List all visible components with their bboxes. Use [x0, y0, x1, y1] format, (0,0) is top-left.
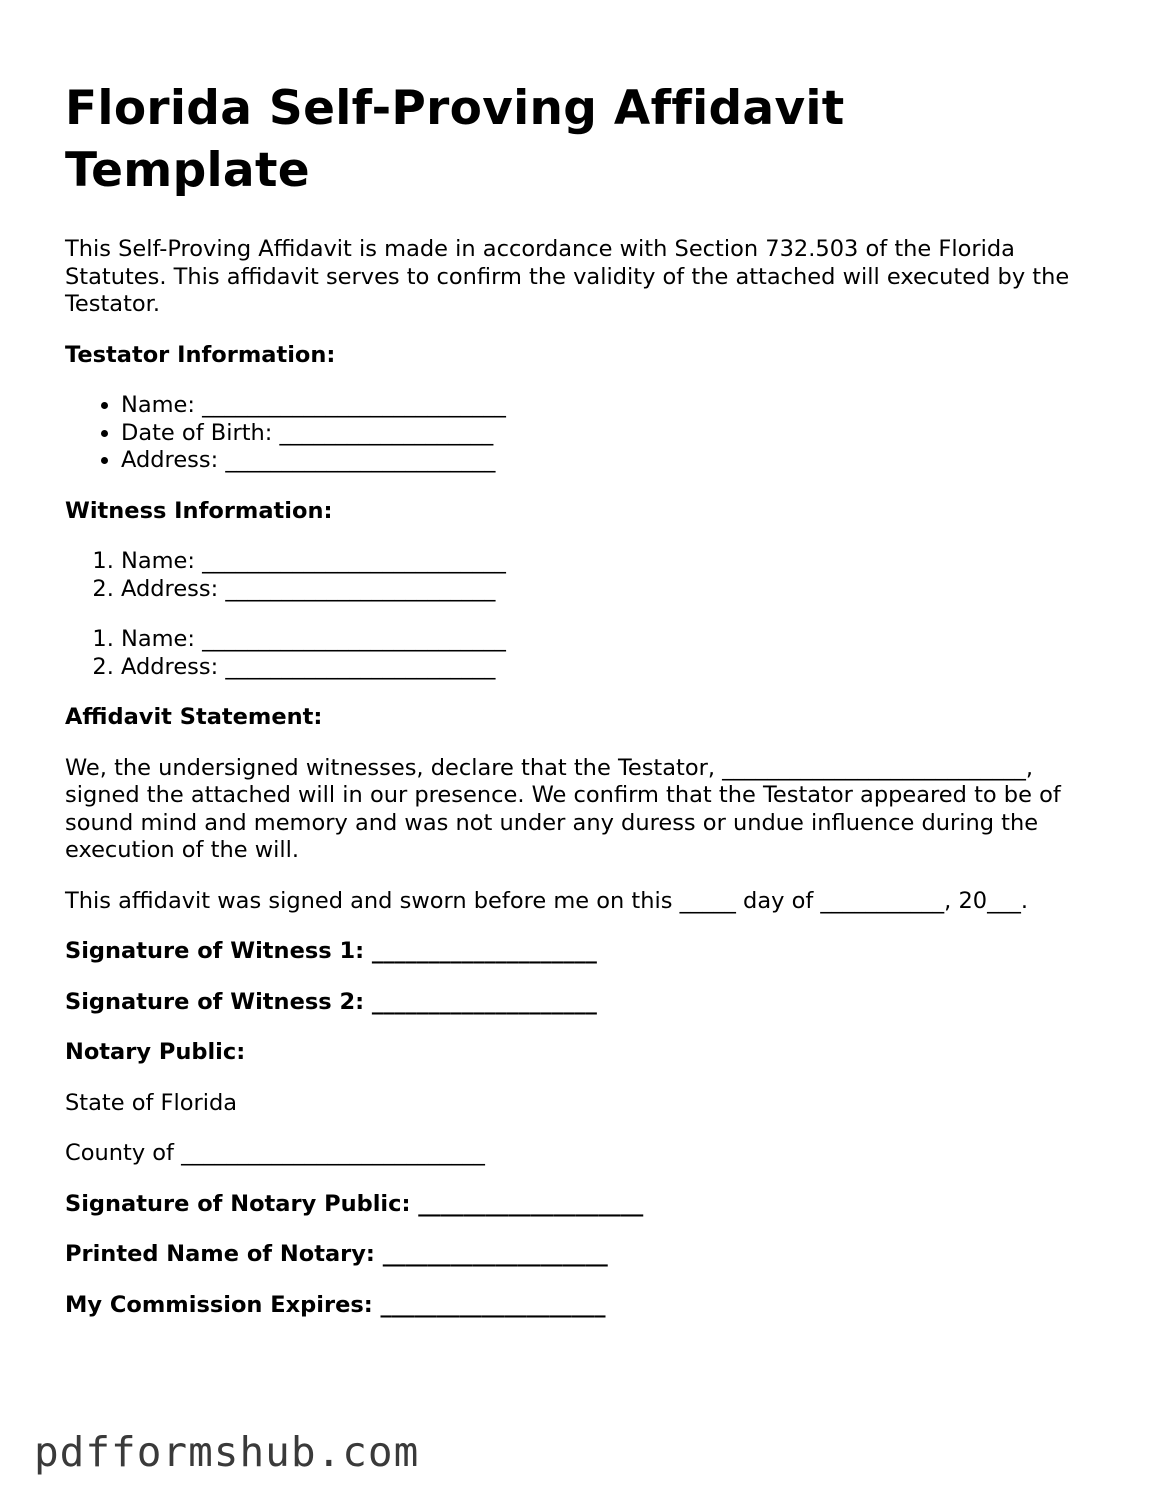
notary-heading: Notary Public:: [65, 1039, 246, 1065]
sworn-line: This affidavit was signed and sworn before me on this _____ day of ___________, 20___.: [65, 887, 1029, 914]
witness-2-signature: Signature of Witness 2: ____________________: [65, 988, 597, 1015]
watermark-logo: pdfformshub.com: [34, 1428, 420, 1476]
intro-paragraph: This Self-Proving Affidavit is made in accordance with Section 732.503 of the Florida Statutes. This affidavit serves to confirm the validity of the attached will executed by the Testator.: [65, 236, 1070, 317]
notary-state: State of Florida: [65, 1089, 238, 1116]
witness-2-name-field: 1. Name: ___________________________: [121, 626, 1105, 654]
witness-1-signature: Signature of Witness 1: ____________________: [65, 938, 597, 964]
testator-heading: Testator Information:: [65, 341, 336, 368]
testator-dob-field: • Date of Birth: ___________________: [121, 420, 1105, 448]
document-page: [65, 78, 1105, 1342]
witness-2-list: [65, 626, 1105, 681]
statement-heading: Affidavit Statement:: [65, 704, 323, 730]
witness-1-name-field: 1. Name: ___________________________: [121, 548, 1105, 576]
notary-printed-name: Printed Name of Notary: ____________________: [65, 1241, 608, 1267]
witness-2-address-field: 2. Address: ________________________: [121, 654, 1105, 682]
witness-heading: Witness Information:: [65, 497, 333, 524]
notary-signature: Signature of Notary Public: ____________________: [65, 1190, 644, 1217]
witness-1-address-field: 2. Address: ________________________: [121, 576, 1105, 604]
testator-name-field: • Name: ___________________________: [121, 392, 1105, 420]
testator-list: [65, 392, 1105, 475]
statement-body: We, the undersigned witnesses, declare that the Testator, ___________________________, signed the attached will in our presence. We confirm that the Testator appeared to be of sound mind and memory and was not under any duress or undue influence during the execution of the will.: [65, 754, 1061, 863]
witness-1-list: [65, 548, 1105, 603]
notary-county: County of ___________________________: [65, 1140, 485, 1166]
notary-commission: My Commission Expires: ____________________: [65, 1291, 606, 1318]
document-title: Florida Self-Proving Affidavit Template: [65, 81, 845, 198]
testator-address-field: • Address: ________________________: [121, 447, 1105, 475]
